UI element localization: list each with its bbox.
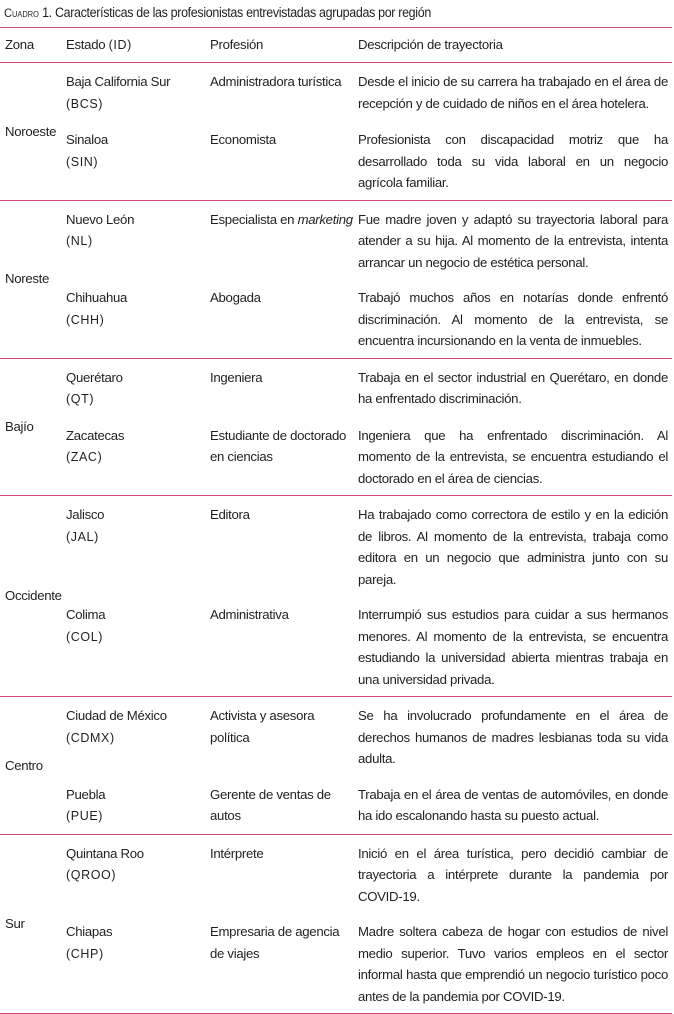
estado-id: (CHH) xyxy=(66,312,105,327)
estado-id: (QT) xyxy=(66,392,95,406)
estado-id: (BCS) xyxy=(66,96,104,111)
header-profesion: Profesión xyxy=(210,28,354,63)
table-row xyxy=(0,913,672,1014)
profesion-cell: Ingeniera xyxy=(210,369,263,385)
estado-cell xyxy=(66,358,210,417)
profesion-cell: Editora xyxy=(210,507,250,522)
table-row xyxy=(0,417,672,496)
profesion-cell xyxy=(210,200,354,279)
estado-cell xyxy=(66,279,210,358)
estado-cell xyxy=(66,913,210,1014)
estado-name: Chihuahua xyxy=(66,290,128,305)
header-estado-id: (ID) xyxy=(108,37,132,52)
table-row xyxy=(0,697,672,776)
estado-cell xyxy=(66,496,210,597)
estado-name: Chiapas xyxy=(66,924,113,939)
descripcion-cell: Trabaja en el sector industrial en Querétaro, en donde ha enfrentado discriminación. xyxy=(358,369,668,406)
table-row xyxy=(0,121,672,200)
header-descripcion: Descripción de trayectoria xyxy=(354,28,672,63)
header-zona: Zona xyxy=(0,28,66,63)
estado-cell xyxy=(66,63,210,122)
estado-id: (NL) xyxy=(66,234,93,248)
descripcion-cell: Fue madre joven y adaptó su trayectoria laboral para atender a su hija. Al momento de la entrevista, intenta arrancar un negocio de estética personal. xyxy=(358,211,668,270)
estado-cell xyxy=(66,121,210,200)
caption-label: Cuadro xyxy=(4,6,39,20)
estado-cell xyxy=(66,200,210,279)
estado-name: Ciudad de México xyxy=(66,708,167,723)
table-row xyxy=(0,834,672,913)
profesion-cell: Administrativa xyxy=(210,596,354,697)
estado-name: Nuevo León xyxy=(66,211,135,227)
estado-id: (COL) xyxy=(66,629,104,644)
estado-cell xyxy=(66,596,210,697)
profesion-cell: Empresaria de agencia de viajes xyxy=(210,913,354,1014)
profesion-cell: Activista y asesora política xyxy=(210,708,315,745)
zone-cell: Occidente xyxy=(0,496,66,697)
profesion-cell: Estudiante de doctorado en ciencias xyxy=(210,417,354,496)
estado-id: (PUE) xyxy=(66,809,104,823)
estado-id: (CDMX) xyxy=(66,730,115,745)
profesion-cell: Intérprete xyxy=(210,845,264,861)
profesion-cell: Administradora turística xyxy=(210,74,342,89)
zone-cell: Centro xyxy=(0,697,66,835)
estado-name: Quintana Roo xyxy=(66,845,144,861)
profesion-text: Especialista en xyxy=(210,211,295,227)
estado-name: Baja California Sur xyxy=(66,74,171,89)
descripcion-cell: Desde el inicio de su carrera ha trabajado en el área de recepción y de cuidado de niños en el área hotelera. xyxy=(358,74,668,111)
profesion-cell: Abogada xyxy=(210,279,354,358)
estado-cell xyxy=(66,697,210,776)
profesion-cell: Gerente de ventas de autos xyxy=(210,776,354,835)
descripcion-cell: Profesionista con discapacidad motriz que ha desarrollado toda su vida laboral en un negocio agrícola familiar. xyxy=(354,121,672,200)
table-body xyxy=(0,63,672,1014)
estado-name: Sinaloa xyxy=(66,132,108,147)
estado-id: (CHP) xyxy=(66,946,104,961)
header-estado-label: Estado xyxy=(66,36,106,52)
estado-name: Puebla xyxy=(66,786,106,802)
zone-cell: Bajío xyxy=(0,358,66,496)
estado-name: Jalisco xyxy=(66,507,105,522)
estado-name: Zacatecas xyxy=(66,427,125,443)
descripcion-cell: Ingeniera que ha enfrentado discriminación. Al momento de la entrevista, se encuentra estudiando el doctorado en el área de ciencias. xyxy=(354,417,672,496)
descripcion-cell: Se ha involucrado profundamente en el área de derechos humanos de madres lesbianas toda su vida adulta. xyxy=(358,708,668,766)
table-row xyxy=(0,279,672,358)
table-row xyxy=(0,496,672,597)
profesion-cell: Economista xyxy=(210,121,354,200)
estado-name: Querétaro xyxy=(66,369,123,385)
zone-cell: Noroeste xyxy=(0,63,66,201)
table-row xyxy=(0,776,672,835)
table-row xyxy=(0,63,672,122)
estado-id: (SIN) xyxy=(66,154,99,169)
descripcion-cell: Madre soltera cabeza de hogar con estudios de nivel medio superior. Tuvo varios empleos en el sector informal hasta que emprendió un negocio turístico poco antes de la pandemia por COVID-19. xyxy=(354,913,672,1014)
estado-id: (JAL) xyxy=(66,529,99,544)
caption-text: Características de las profesionistas entrevistadas agrupadas por región xyxy=(54,5,431,20)
descripcion-cell: Ha trabajado como correctora de estilo y en la edición de libros. Al momento de la entrevista, trabaja como editora en un negocio que administra junto con su pareja. xyxy=(358,507,668,587)
descripcion-cell: Trabaja en el área de ventas de automóviles, en donde ha ido escalonando hasta su puesto actual. xyxy=(354,776,672,835)
estado-cell xyxy=(66,834,210,913)
table-header-row xyxy=(0,28,672,63)
table-caption xyxy=(4,3,623,23)
estado-id: (ZAC) xyxy=(66,450,103,464)
table-row xyxy=(0,358,672,417)
header-estado xyxy=(66,28,210,63)
profesion-emphasis: marketing xyxy=(297,211,353,227)
estado-cell xyxy=(66,417,210,496)
estado-cell xyxy=(66,776,210,835)
descripcion-cell: Interrumpió sus estudios para cuidar a sus hermanos menores. Al momento de la entrevista, se encuentra estudiando la universidad abierta mientras trabaja en una universidad privada. xyxy=(354,596,672,697)
caption-number: 1. xyxy=(42,5,52,20)
table-row xyxy=(0,596,672,697)
zone-cell: Sur xyxy=(0,834,66,1014)
estado-name: Colima xyxy=(66,607,106,622)
zone-cell: Noreste xyxy=(0,200,66,358)
descripcion-cell: Trabajó muchos años en notarías donde enfrentó discriminación. Al momento de la entrevista, se encuentra incursionando en la venta de inmuebles. xyxy=(354,279,672,358)
table-row xyxy=(0,200,672,279)
estado-id: (QROO) xyxy=(66,868,117,882)
descripcion-cell: Inició en el área turística, pero decidió cambiar de trayectoria a intérprete durante la pandemia por COVID-19. xyxy=(358,845,668,904)
professionals-table xyxy=(0,27,672,1014)
